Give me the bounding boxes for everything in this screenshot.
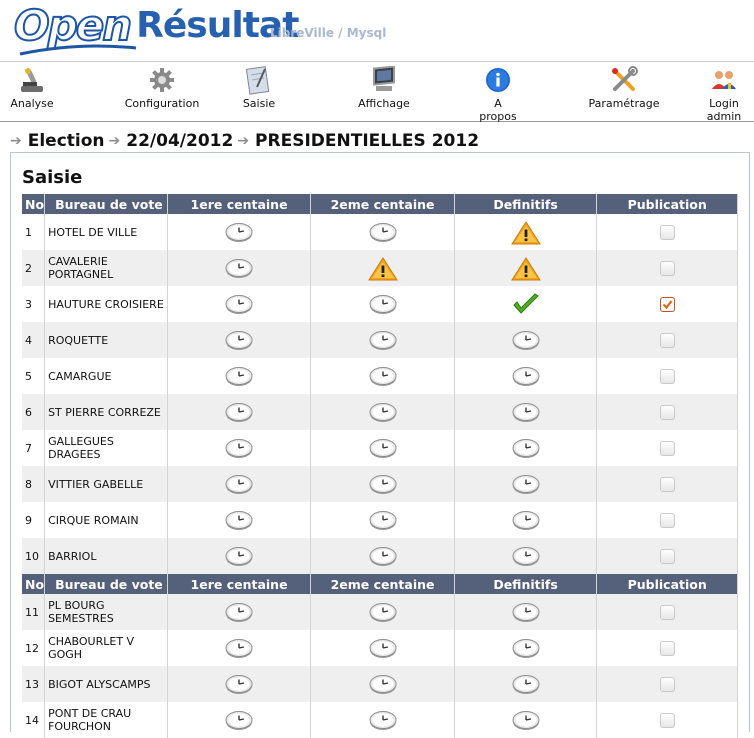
cell-definitifs bbox=[454, 430, 597, 466]
toolbar-label: Analyse bbox=[10, 97, 54, 110]
toolbar-affichage[interactable] bbox=[357, 62, 411, 110]
toolbar-label: A propos bbox=[479, 97, 517, 123]
cell-definitifs bbox=[454, 286, 597, 322]
cell-1ere-centaine bbox=[167, 538, 311, 574]
breadcrumb-election[interactable]: Election bbox=[27, 131, 105, 151]
row-number: 6 bbox=[22, 394, 45, 430]
row-number: 11 bbox=[22, 594, 45, 630]
clock-icon[interactable] bbox=[224, 601, 254, 623]
publication-checkbox[interactable] bbox=[660, 641, 675, 656]
col-header-no: No bbox=[22, 574, 45, 594]
clock-icon[interactable] bbox=[511, 709, 541, 731]
logo-swoosh bbox=[18, 44, 138, 56]
arrow-right-icon: ➔ bbox=[108, 133, 121, 149]
row-number: 13 bbox=[22, 666, 45, 702]
publication-checkbox[interactable] bbox=[660, 261, 675, 276]
clock-icon[interactable] bbox=[368, 329, 398, 351]
notepad-icon bbox=[244, 65, 274, 95]
clock-icon[interactable] bbox=[511, 673, 541, 695]
table-row bbox=[22, 630, 738, 666]
publication-checkbox[interactable] bbox=[660, 441, 675, 456]
clock-icon[interactable] bbox=[224, 221, 254, 243]
info-icon bbox=[483, 65, 513, 95]
row-number: 8 bbox=[22, 466, 45, 502]
cell-publication bbox=[597, 358, 738, 394]
cell-1ere-centaine bbox=[167, 630, 311, 666]
monitor-icon bbox=[369, 65, 399, 95]
gear-icon bbox=[147, 65, 177, 95]
cell-2eme-centaine bbox=[311, 358, 455, 394]
toolbar-label: Paramétrage bbox=[588, 97, 660, 110]
toolbar-a-propos[interactable] bbox=[474, 62, 522, 123]
row-number: 4 bbox=[22, 322, 45, 358]
logo-result-text: Résultat bbox=[136, 5, 299, 46]
cell-2eme-centaine bbox=[311, 594, 455, 630]
bureau-table bbox=[22, 194, 738, 738]
cell-publication bbox=[597, 502, 738, 538]
row-number: 1 bbox=[22, 214, 45, 250]
cell-2eme-centaine bbox=[311, 394, 455, 430]
clock-icon[interactable] bbox=[224, 257, 254, 279]
cell-2eme-centaine bbox=[311, 466, 455, 502]
clock-icon[interactable] bbox=[368, 673, 398, 695]
cell-1ere-centaine bbox=[167, 286, 311, 322]
clock-icon[interactable] bbox=[368, 473, 398, 495]
clock-icon[interactable] bbox=[368, 509, 398, 531]
clock-icon[interactable] bbox=[511, 601, 541, 623]
bureau-name: GALLEGUES DRAGEES bbox=[45, 430, 168, 466]
table-row bbox=[22, 322, 738, 358]
cell-definitifs bbox=[454, 538, 597, 574]
cell-definitifs bbox=[454, 358, 597, 394]
cell-publication bbox=[597, 538, 738, 574]
publication-checkbox[interactable] bbox=[660, 605, 675, 620]
cell-1ere-centaine bbox=[167, 702, 311, 738]
toolbar-label: Saisie bbox=[242, 97, 276, 110]
toolbar-label: Configuration bbox=[124, 97, 200, 110]
col-header-bureau: Bureau de vote bbox=[45, 574, 168, 594]
bureau-name: BIGOT ALYSCAMPS bbox=[45, 666, 168, 702]
cell-2eme-centaine bbox=[311, 538, 455, 574]
clock-icon[interactable] bbox=[511, 365, 541, 387]
clock-icon[interactable] bbox=[368, 365, 398, 387]
clock-icon[interactable] bbox=[511, 329, 541, 351]
cell-2eme-centaine bbox=[311, 430, 455, 466]
cell-1ere-centaine bbox=[167, 430, 311, 466]
cell-publication bbox=[597, 286, 738, 322]
main-toolbar bbox=[0, 61, 754, 122]
bureau-name: CAVALERIE PORTAGNEL bbox=[45, 250, 168, 286]
clock-icon[interactable] bbox=[224, 673, 254, 695]
table-row bbox=[22, 214, 738, 250]
clock-icon[interactable] bbox=[368, 293, 398, 315]
row-number: 9 bbox=[22, 502, 45, 538]
logo-open-text: Open bbox=[14, 1, 131, 50]
toolbar-analyse[interactable] bbox=[12, 62, 52, 110]
bureau-name: BARRIOL bbox=[45, 538, 168, 574]
row-number: 3 bbox=[22, 286, 45, 322]
warning-icon[interactable] bbox=[368, 257, 398, 279]
clock-icon[interactable] bbox=[224, 293, 254, 315]
clock-icon[interactable] bbox=[224, 509, 254, 531]
clock-icon[interactable] bbox=[511, 437, 541, 459]
warning-icon[interactable] bbox=[511, 221, 541, 243]
toolbar-login[interactable] bbox=[704, 62, 744, 123]
cell-publication bbox=[597, 322, 738, 358]
cell-definitifs bbox=[454, 666, 597, 702]
publication-checkbox[interactable] bbox=[660, 549, 675, 564]
clock-icon[interactable] bbox=[511, 545, 541, 567]
cell-2eme-centaine bbox=[311, 250, 455, 286]
cell-definitifs bbox=[454, 250, 597, 286]
cell-definitifs bbox=[454, 322, 597, 358]
cell-2eme-centaine bbox=[311, 502, 455, 538]
table-row bbox=[22, 666, 738, 702]
breadcrumb-election-name: PRESIDENTIELLES 2012 bbox=[255, 131, 480, 151]
toolbar-saisie[interactable] bbox=[241, 62, 277, 110]
clock-icon[interactable] bbox=[368, 709, 398, 731]
publication-checkbox[interactable] bbox=[660, 225, 675, 240]
col-header-definitifs: Definitifs bbox=[454, 194, 597, 214]
clock-icon[interactable] bbox=[368, 637, 398, 659]
clock-icon[interactable] bbox=[224, 545, 254, 567]
publication-checkbox[interactable] bbox=[660, 477, 675, 492]
cell-2eme-centaine bbox=[311, 702, 455, 738]
cell-definitifs bbox=[454, 466, 597, 502]
cell-2eme-centaine bbox=[311, 286, 455, 322]
page-title: Saisie bbox=[22, 167, 83, 188]
table-header-row bbox=[22, 194, 738, 214]
cell-definitifs bbox=[454, 214, 597, 250]
col-header-1ere: 1ere centaine bbox=[167, 194, 311, 214]
table-row bbox=[22, 538, 738, 574]
clock-icon[interactable] bbox=[368, 401, 398, 423]
table-row bbox=[22, 466, 738, 502]
table-row bbox=[22, 250, 738, 286]
checkmark-icon[interactable] bbox=[511, 293, 541, 315]
clock-icon[interactable] bbox=[224, 365, 254, 387]
col-header-bureau: Bureau de vote bbox=[45, 194, 168, 214]
cell-1ere-centaine bbox=[167, 502, 311, 538]
clock-icon[interactable] bbox=[511, 473, 541, 495]
breadcrumb-date[interactable]: 22/04/2012 bbox=[126, 131, 234, 151]
table-row bbox=[22, 594, 738, 630]
cell-1ere-centaine bbox=[167, 322, 311, 358]
cell-publication bbox=[597, 214, 738, 250]
saisie-panel bbox=[10, 152, 750, 732]
table-row bbox=[22, 286, 738, 322]
users-icon bbox=[709, 65, 739, 95]
bureau-name: PL BOURG SEMESTRES bbox=[45, 594, 168, 630]
clock-icon[interactable] bbox=[511, 401, 541, 423]
cell-2eme-centaine bbox=[311, 214, 455, 250]
cell-publication bbox=[597, 630, 738, 666]
toolbar-parametrage[interactable] bbox=[590, 62, 658, 110]
row-number: 10 bbox=[22, 538, 45, 574]
tools-icon bbox=[609, 65, 639, 95]
toolbar-label: Affichage bbox=[358, 97, 410, 110]
toolbar-label: Login admin bbox=[706, 97, 742, 123]
publication-checkbox[interactable] bbox=[660, 333, 675, 348]
cell-definitifs bbox=[454, 594, 597, 630]
publication-checkbox[interactable] bbox=[660, 677, 675, 692]
clock-icon[interactable] bbox=[224, 709, 254, 731]
publication-checkbox[interactable] bbox=[660, 513, 675, 528]
app-header bbox=[0, 0, 754, 60]
bureau-name: ROQUETTE bbox=[45, 322, 168, 358]
app-logo[interactable] bbox=[14, 0, 298, 60]
cell-2eme-centaine bbox=[311, 322, 455, 358]
bureau-name: VITTIER GABELLE bbox=[45, 466, 168, 502]
cell-publication bbox=[597, 594, 738, 630]
col-header-definitifs: Definitifs bbox=[454, 574, 597, 594]
cell-definitifs bbox=[454, 394, 597, 430]
cell-publication bbox=[597, 702, 738, 738]
cell-definitifs bbox=[454, 630, 597, 666]
row-number: 2 bbox=[22, 250, 45, 286]
table-row bbox=[22, 394, 738, 430]
table-row bbox=[22, 702, 738, 738]
publication-checkbox[interactable] bbox=[660, 405, 675, 420]
clock-icon[interactable] bbox=[224, 637, 254, 659]
col-header-no: No bbox=[22, 194, 45, 214]
cell-publication bbox=[597, 250, 738, 286]
col-header-publication: Publication bbox=[597, 194, 738, 214]
bureau-name: HAUTURE CROISIERE bbox=[45, 286, 168, 322]
cell-publication bbox=[597, 430, 738, 466]
bureau-name: PONT DE CRAU FOURCHON bbox=[45, 702, 168, 738]
cell-publication bbox=[597, 394, 738, 430]
bureau-name: CIRQUE ROMAIN bbox=[45, 502, 168, 538]
cell-1ere-centaine bbox=[167, 250, 311, 286]
bureau-name: HOTEL DE VILLE bbox=[45, 214, 168, 250]
col-header-2eme: 2eme centaine bbox=[311, 574, 455, 594]
row-number: 5 bbox=[22, 358, 45, 394]
cell-1ere-centaine bbox=[167, 594, 311, 630]
bureau-name: ST PIERRE CORREZE bbox=[45, 394, 168, 430]
database-info: LibreVille / Mysql bbox=[270, 26, 387, 40]
cell-1ere-centaine bbox=[167, 358, 311, 394]
cell-2eme-centaine bbox=[311, 666, 455, 702]
table-row bbox=[22, 502, 738, 538]
cell-1ere-centaine bbox=[167, 466, 311, 502]
row-number: 12 bbox=[22, 630, 45, 666]
publication-checkbox[interactable] bbox=[660, 369, 675, 384]
bureau-name: CHABOURLET V GOGH bbox=[45, 630, 168, 666]
toolbar-configuration[interactable] bbox=[124, 62, 200, 110]
warning-icon[interactable] bbox=[511, 257, 541, 279]
cell-2eme-centaine bbox=[311, 630, 455, 666]
clock-icon[interactable] bbox=[511, 509, 541, 531]
clock-icon[interactable] bbox=[511, 637, 541, 659]
breadcrumb bbox=[10, 130, 479, 152]
col-header-2eme: 2eme centaine bbox=[311, 194, 455, 214]
col-header-publication: Publication bbox=[597, 574, 738, 594]
cell-1ere-centaine bbox=[167, 666, 311, 702]
clock-icon[interactable] bbox=[368, 437, 398, 459]
clock-icon[interactable] bbox=[368, 545, 398, 567]
row-number: 7 bbox=[22, 430, 45, 466]
row-number: 14 bbox=[22, 702, 45, 738]
table-header-row bbox=[22, 574, 738, 594]
col-header-1ere: 1ere centaine bbox=[167, 574, 311, 594]
cell-1ere-centaine bbox=[167, 214, 311, 250]
publication-checkbox[interactable] bbox=[660, 713, 675, 728]
publication-checkbox[interactable] bbox=[660, 297, 675, 312]
clock-icon[interactable] bbox=[224, 329, 254, 351]
arrow-right-icon: ➔ bbox=[237, 133, 250, 149]
cell-publication bbox=[597, 666, 738, 702]
table-row bbox=[22, 430, 738, 466]
clock-icon[interactable] bbox=[368, 601, 398, 623]
arrow-right-icon: ➔ bbox=[10, 133, 22, 149]
clock-icon[interactable] bbox=[224, 473, 254, 495]
table-row bbox=[22, 358, 738, 394]
cell-definitifs bbox=[454, 702, 597, 738]
cell-definitifs bbox=[454, 502, 597, 538]
cell-publication bbox=[597, 466, 738, 502]
clock-icon[interactable] bbox=[224, 401, 254, 423]
clock-icon[interactable] bbox=[224, 437, 254, 459]
microscope-icon bbox=[17, 65, 47, 95]
cell-1ere-centaine bbox=[167, 394, 311, 430]
clock-icon[interactable] bbox=[368, 221, 398, 243]
bureau-name: CAMARGUE bbox=[45, 358, 168, 394]
